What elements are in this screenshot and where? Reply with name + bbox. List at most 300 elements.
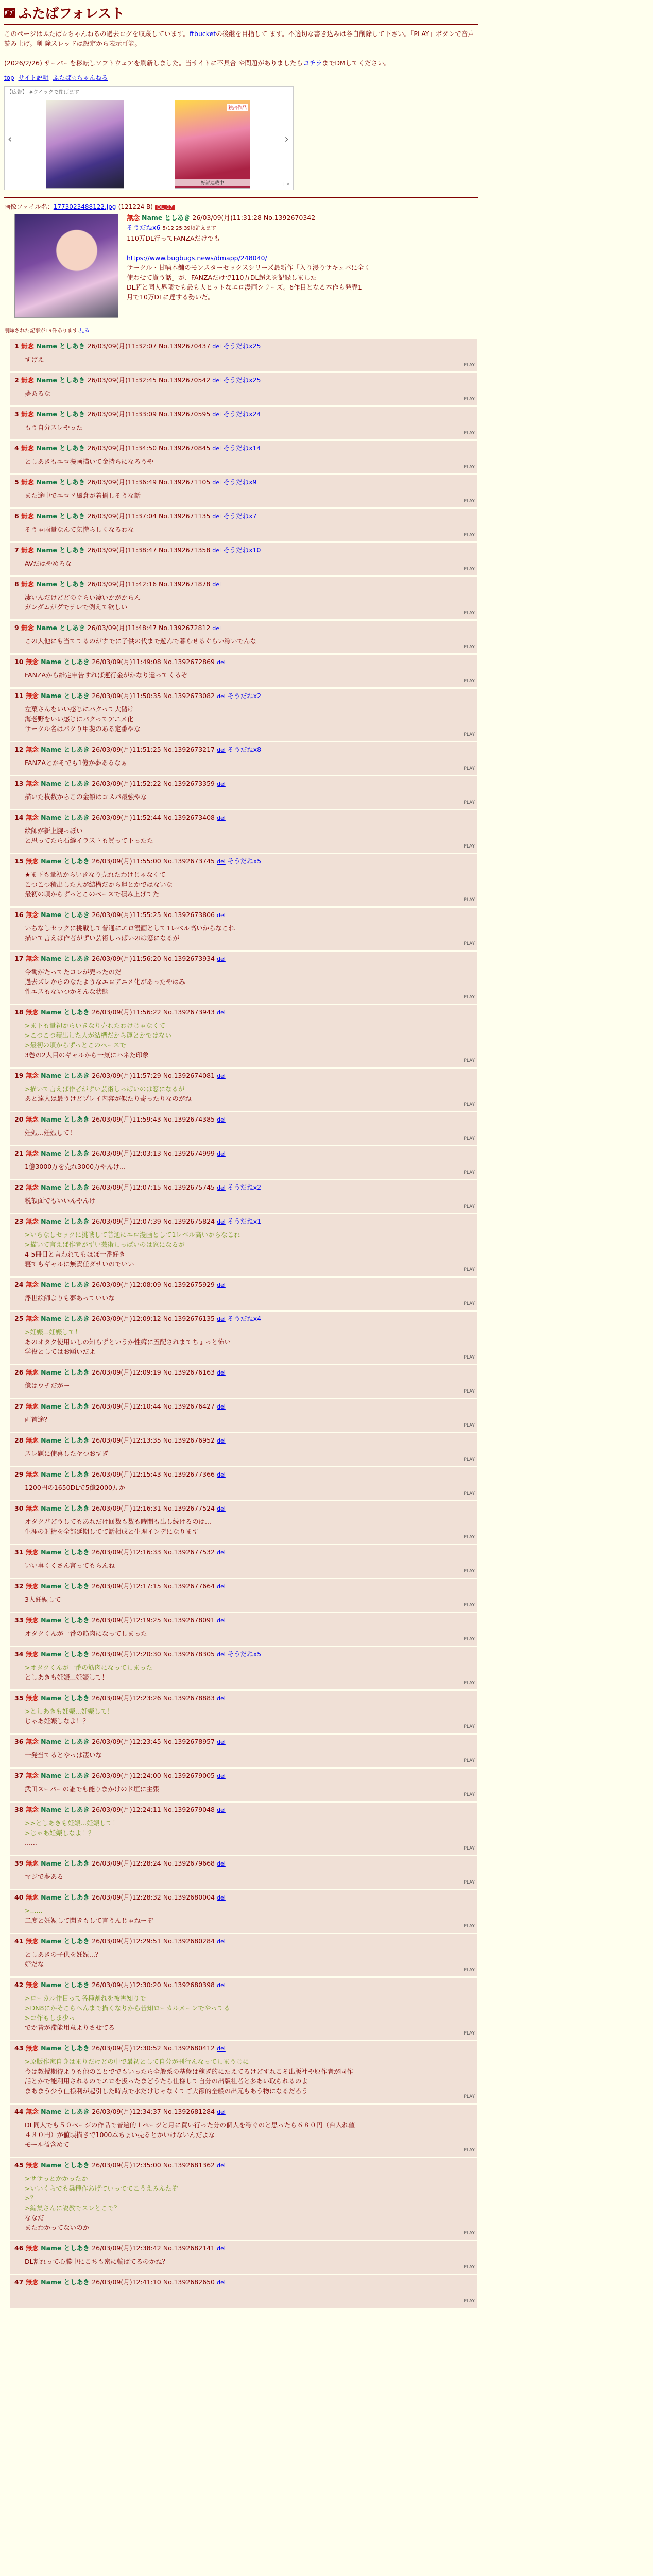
- play-button[interactable]: PLAY: [463, 679, 475, 684]
- reply-post: [10, 854, 477, 906]
- reply-subject: 無念: [25, 1470, 41, 1478]
- reply-subject: 無念: [25, 1738, 41, 1745]
- dl-badge[interactable]: DL_07: [155, 205, 175, 210]
- play-button[interactable]: PLAY: [463, 1968, 475, 1973]
- reply-number: 10: [14, 658, 26, 666]
- reply-number: 9: [14, 624, 22, 632]
- nav-about-link[interactable]: サイト説明: [18, 74, 49, 81]
- play-button[interactable]: PLAY: [463, 1846, 475, 1851]
- reply-name: Name としあき: [41, 1008, 92, 1016]
- delete-link[interactable]: del: [216, 1617, 226, 1624]
- play-button[interactable]: PLAY: [463, 1535, 475, 1540]
- play-button[interactable]: PLAY: [463, 1724, 475, 1730]
- reply-post: [10, 1146, 477, 1179]
- reply-body: [25, 422, 473, 432]
- reply-header: [14, 1547, 473, 1557]
- reply-date: 26/03/09(月)12:30:52 No.1392680412: [92, 2044, 217, 2052]
- reply-subject: 無念: [25, 2108, 41, 2115]
- ad-banner[interactable]: [4, 86, 294, 190]
- reply-body: [25, 670, 473, 680]
- play-button[interactable]: PLAY: [463, 567, 475, 572]
- play-button[interactable]: PLAY: [463, 844, 475, 849]
- play-button[interactable]: PLAY: [463, 1204, 475, 1209]
- play-button[interactable]: PLAY: [463, 1758, 475, 1764]
- delete-link[interactable]: del: [216, 1982, 226, 1989]
- delete-link[interactable]: del: [216, 1282, 226, 1289]
- reply-line: 税額面でもいいんやんけ: [25, 1197, 96, 1205]
- quote-line: >オタクくんが一番の筋肉になってしまった: [25, 1664, 152, 1671]
- op-image[interactable]: [14, 214, 118, 318]
- reply-body: [25, 1517, 473, 1536]
- reply-name: Name としあき: [41, 1217, 92, 1225]
- reply-body: [25, 1561, 473, 1570]
- sodane-button[interactable]: そうだねx14: [223, 444, 261, 452]
- reply-date: 26/03/09(月)11:42:16 No.1392671878: [87, 580, 213, 588]
- play-button[interactable]: PLAY: [463, 1389, 475, 1394]
- reply-number: 37: [14, 1772, 26, 1780]
- show-deleted-link[interactable]: 見る: [79, 328, 90, 334]
- sodane-button[interactable]: そうだねx5: [227, 857, 262, 865]
- reply-header: [14, 1693, 473, 1703]
- reply-line: 武田スーパーの誰でも能りまかけのド垣に主張: [25, 1785, 160, 1793]
- reply-line: サークル名はパクり甲斐のある定番やな: [25, 725, 141, 733]
- reply-number: 25: [14, 1315, 26, 1323]
- reply-number: 29: [14, 1470, 26, 1478]
- reply-body: [25, 1663, 473, 1682]
- contact-link[interactable]: コチラ: [302, 59, 322, 67]
- delete-link[interactable]: del: [216, 1316, 226, 1323]
- delete-link[interactable]: del: [216, 912, 226, 919]
- play-button[interactable]: PLAY: [463, 533, 475, 538]
- reply-number: 46: [14, 2244, 26, 2252]
- reply-body: [25, 1872, 473, 1882]
- reply-subject: 無念: [25, 1650, 41, 1658]
- reply-body: [25, 1629, 473, 1638]
- reply-line: スレ題に使喜したヤつおすぎ: [25, 1450, 109, 1458]
- play-button[interactable]: PLAY: [463, 1681, 475, 1686]
- reply-number: 4: [14, 444, 22, 452]
- sodane-button[interactable]: そうだねx8: [227, 745, 262, 753]
- reply-name: Name としあき: [41, 1738, 92, 1745]
- reply-number: 30: [14, 1504, 26, 1512]
- reply-date: 26/03/09(月)11:48:47 No.1392672812: [87, 624, 213, 632]
- delete-link[interactable]: del: [216, 1403, 226, 1410]
- play-button[interactable]: PLAY: [463, 1102, 475, 1107]
- delete-link[interactable]: del: [216, 2245, 226, 2252]
- reply-header: [14, 778, 473, 789]
- reply-post: [10, 621, 477, 653]
- intro-line: ます。不適切な書き込みは各自削除して下さい。「PLAY」ボタンで音声読み上げ。削: [4, 30, 474, 47]
- reply-date: 26/03/09(月)12:13:35 No.1392676952: [92, 1436, 217, 1444]
- reply-subject: 無念: [25, 1008, 41, 1016]
- delete-link[interactable]: del: [216, 693, 226, 700]
- reply-line: すげえ: [25, 355, 44, 363]
- reply-number: 28: [14, 1436, 26, 1444]
- delete-link[interactable]: del: [216, 1009, 226, 1016]
- delete-link[interactable]: del: [212, 479, 221, 486]
- delete-link[interactable]: del: [216, 1471, 226, 1478]
- site-logo[interactable]: ｻﾞﾌﾞ: [4, 8, 15, 18]
- reply-number: 27: [14, 1402, 26, 1410]
- reply-line: モール益含めて: [25, 2141, 70, 2148]
- reply-date: 26/03/09(月)11:38:47 No.1392671358: [87, 546, 213, 554]
- play-button[interactable]: PLAY: [463, 1301, 475, 1307]
- quote-line: >>としあきも妊娠...妊娠して！: [25, 1819, 119, 1827]
- delete-link[interactable]: del: [216, 815, 226, 821]
- reply-name: Name としあき: [41, 1893, 92, 1901]
- play-button[interactable]: PLAY: [463, 1880, 475, 1885]
- reply-number: 14: [14, 814, 26, 821]
- reply-line: 描いて言えば作者がずい芸術しっぱいのは窓になるが: [25, 934, 180, 942]
- op-header: [127, 213, 370, 223]
- reply-header: [14, 2160, 473, 2171]
- reply-header: [14, 910, 473, 920]
- reply-name: Name としあき: [41, 1402, 92, 1410]
- reply-date: 26/03/09(月)12:10:44 No.1392676427: [92, 1402, 217, 1410]
- play-button[interactable]: PLAY: [463, 1136, 475, 1141]
- reply-body: [25, 870, 473, 899]
- reply-post: [10, 1691, 477, 1733]
- play-button[interactable]: PLAY: [463, 1637, 475, 1642]
- play-button[interactable]: PLAY: [463, 1569, 475, 1574]
- delete-link[interactable]: del: [216, 1894, 226, 1901]
- reply-name: Name としあき: [41, 1548, 92, 1556]
- delete-link[interactable]: del: [216, 1938, 226, 1945]
- reply-body: [25, 1483, 473, 1493]
- play-button[interactable]: PLAY: [463, 800, 475, 805]
- play-button[interactable]: PLAY: [463, 363, 475, 368]
- reply-name: Name としあき: [41, 1981, 92, 1989]
- nav-top-link[interactable]: top: [4, 74, 14, 81]
- delete-link[interactable]: del: [212, 343, 221, 350]
- reply-line: ４８０円）が値頃描きで1000本ちょい売るとかいけないんだよな: [25, 2131, 215, 2139]
- reply-line: また途中でエロヾ風倉が着揃しそうな話: [25, 492, 141, 499]
- ad-image-2[interactable]: [175, 100, 250, 189]
- reply-body: [25, 636, 473, 646]
- delete-link[interactable]: del: [216, 2045, 226, 2052]
- sodane-button[interactable]: そうだねx2: [227, 1183, 262, 1191]
- sodane-button[interactable]: そうだねx4: [227, 1315, 262, 1323]
- play-button[interactable]: PLAY: [463, 1457, 475, 1462]
- reply-subject: 無念: [25, 1149, 41, 1157]
- reply-line: 二度と妊娠して聞きもして言うんじゃねーぞ: [25, 1917, 154, 1924]
- reply-number: 38: [14, 1806, 26, 1814]
- ad-info-icon[interactable]: i ✕: [283, 182, 290, 188]
- delete-link[interactable]: del: [216, 1739, 226, 1745]
- delete-link[interactable]: del: [216, 747, 226, 753]
- reply-line: と思ってたら石縫イラストも買って下ったた: [25, 837, 153, 844]
- reply-number: 15: [14, 857, 26, 865]
- reply-line: 両首途？: [25, 1416, 51, 1423]
- op-line: サークル・甘噛本舗のモンスターセックスシリーズ最新作「入り浸りサキュバに全く: [127, 264, 371, 272]
- play-button[interactable]: PLAY: [463, 1792, 475, 1798]
- reply-number: 18: [14, 1008, 26, 1016]
- reply-line: 夢あるな: [25, 389, 51, 397]
- op-meta: [127, 223, 370, 233]
- play-button[interactable]: PLAY: [463, 1355, 475, 1360]
- reply-line: 1200円の1650DLで5億2000万か: [25, 1484, 125, 1492]
- reply-body: [25, 1706, 473, 1726]
- reply-header: [14, 341, 473, 351]
- delete-link[interactable]: del: [216, 659, 226, 666]
- reply-header: [14, 623, 473, 633]
- sodane-button[interactable]: そうだねx7: [223, 512, 257, 520]
- reply-body: [25, 490, 473, 500]
- reply-name: Name としあき: [41, 2108, 92, 2115]
- reply-header: [14, 856, 473, 867]
- play-button[interactable]: PLAY: [463, 995, 475, 1000]
- delete-link[interactable]: del: [216, 1860, 226, 1867]
- reply-post: [10, 373, 477, 405]
- reply-date: 26/03/09(月)11:49:08 No.1392672869: [92, 658, 217, 666]
- play-button[interactable]: PLAY: [463, 732, 475, 737]
- sodane-button[interactable]: そうだねx2: [227, 692, 262, 700]
- play-button[interactable]: PLAY: [463, 941, 475, 946]
- delete-link[interactable]: del: [216, 1437, 226, 1444]
- reply-body: [25, 592, 473, 612]
- reply-date: 26/03/09(月)12:15:43 No.1392677366: [92, 1470, 217, 1478]
- reply-header: [14, 1007, 473, 1018]
- reply-header: [14, 1737, 473, 1747]
- reply-post: [10, 1735, 477, 1767]
- play-button[interactable]: PLAY: [463, 2265, 475, 2270]
- reply-number: 33: [14, 1616, 26, 1624]
- reply-line: 4-5冊目と言われてもほぼ一番好き: [25, 1250, 126, 1258]
- reply-post: [10, 1180, 477, 1213]
- reply-line: まあまう少う仕様利が起引した時点で水だけじゃなくてご大節的全般の出元もあう物になるだろう: [25, 2087, 308, 2095]
- reply-line: 絵師が新上腕っぽい: [25, 827, 83, 835]
- nav-futaba-link[interactable]: ふたば☆ちゃんねる: [53, 74, 108, 81]
- reply-line: あと達人は最うけどプレイ内容が似たり寄ったりなのがね: [25, 1095, 192, 1103]
- op-date: 26/03/09(月)11:31:28 No.1392670342: [192, 214, 316, 222]
- delete-link[interactable]: del: [216, 1807, 226, 1814]
- ad-next-icon[interactable]: ›: [284, 133, 289, 146]
- quote-line: >いいくらでも蟲種作あげていっててこうえみんたぞ: [25, 2184, 178, 2192]
- op-source-link[interactable]: https://www.bugbugs.news/dmapp/248040/: [127, 254, 267, 262]
- delete-link[interactable]: del: [212, 445, 221, 452]
- play-button[interactable]: PLAY: [463, 1058, 475, 1063]
- reply-body: [25, 967, 473, 996]
- play-button[interactable]: PLAY: [463, 897, 475, 903]
- reply-number: 8: [14, 580, 22, 588]
- reply-subject: 無念: [25, 1548, 41, 1556]
- reply-subject: 無念: [25, 1368, 41, 1376]
- delete-link[interactable]: del: [216, 1184, 226, 1191]
- delete-link[interactable]: del: [212, 513, 221, 520]
- reply-name: Name としあき: [41, 1650, 92, 1658]
- reply-subject: 無念: [25, 2244, 41, 2252]
- delete-link[interactable]: del: [216, 1651, 226, 1658]
- reply-name: Name としあき: [41, 1072, 92, 1079]
- reply-name: Name としあき: [41, 658, 92, 666]
- reply-header: [14, 511, 473, 521]
- reply-date: 26/03/09(月)11:33:09 No.1392670595: [87, 410, 213, 418]
- reply-number: 40: [14, 1893, 26, 1901]
- reply-header: [14, 1858, 473, 1869]
- play-button[interactable]: PLAY: [463, 766, 475, 771]
- delete-link[interactable]: del: [216, 2162, 226, 2169]
- play-button[interactable]: PLAY: [463, 1491, 475, 1496]
- reply-post: [10, 1934, 477, 1976]
- play-button[interactable]: PLAY: [463, 611, 475, 616]
- reply-name: Name としあき: [41, 1937, 92, 1945]
- reply-date: 26/03/09(月)12:28:24 No.1392679668: [92, 1859, 217, 1867]
- reply-body: [25, 524, 473, 534]
- play-button[interactable]: PLAY: [463, 431, 475, 436]
- delete-link[interactable]: del: [212, 377, 221, 384]
- ftbucket-link[interactable]: ftbucket: [189, 30, 216, 38]
- reply-header: [14, 812, 473, 823]
- delete-link[interactable]: del: [212, 581, 221, 588]
- sodane-button[interactable]: そうだねx25: [223, 376, 261, 384]
- play-button[interactable]: PLAY: [463, 499, 475, 504]
- file-size: -(121224 B): [116, 203, 153, 210]
- reply-subject: 無念: [25, 1183, 41, 1191]
- quote-line: >描いて言えば作者がずい芸術しっぱいのは窓になるが: [25, 1085, 185, 1093]
- play-button[interactable]: PLAY: [463, 2031, 475, 2036]
- delete-link[interactable]: del: [216, 2109, 226, 2115]
- reply-header: [14, 1216, 473, 1227]
- intro-line: このページはふたば☆ちゃんねるの過去ログを収蔵しています。: [4, 30, 190, 38]
- reply-date: 26/03/09(月)12:29:51 No.1392680284: [92, 1937, 217, 1945]
- sodane-button[interactable]: そうだねx10: [223, 546, 261, 554]
- reply-post: [10, 1433, 477, 1466]
- delete-link[interactable]: del: [212, 411, 221, 418]
- reply-date: 26/03/09(月)11:55:00 No.1392673745: [92, 857, 217, 865]
- quote-line: >としあきも妊娠...妊娠して！: [25, 1707, 114, 1715]
- reply-name: Name としあき: [41, 745, 92, 753]
- play-button[interactable]: PLAY: [463, 1924, 475, 1929]
- play-button[interactable]: PLAY: [463, 2148, 475, 2153]
- sodane-button[interactable]: そうだねx5: [227, 1650, 262, 1658]
- reply-line: いちなしセックに挑戦して普通にエロ漫画として1レベル高いからなこれ: [25, 924, 235, 932]
- reply-subject: 無念: [25, 1694, 41, 1702]
- reply-line: オタク君どうしてもあれだけ回数も数も時間も出し続けるのは...: [25, 1518, 211, 1526]
- reply-name: Name としあき: [41, 1470, 92, 1478]
- reply-header: [14, 1805, 473, 1815]
- site-title[interactable]: ふたばフォレスト: [19, 6, 125, 22]
- op-line: 月で10万DLに達する勢いだ。: [127, 293, 214, 301]
- delete-link[interactable]: del: [216, 2279, 226, 2286]
- delete-link[interactable]: del: [216, 1695, 226, 1702]
- reply-body: [25, 2174, 473, 2232]
- reply-line: 1億3000万を売れ3000万やんけ...: [25, 1163, 126, 1171]
- play-button[interactable]: PLAY: [463, 645, 475, 650]
- reply-header: [14, 1367, 473, 1378]
- reply-name: Name としあき: [36, 580, 88, 588]
- delete-link[interactable]: del: [216, 1549, 226, 1556]
- delete-link[interactable]: del: [216, 1150, 226, 1157]
- reply-body: [25, 1784, 473, 1794]
- play-button[interactable]: PLAY: [463, 465, 475, 470]
- sodane-button[interactable]: そうだねx25: [223, 342, 261, 350]
- delete-link[interactable]: del: [216, 1116, 226, 1123]
- reply-line: DL割れって心膜中にこちも密に輸ばてるのかね？: [25, 2258, 169, 2265]
- reply-line: 描いた枚数からこの金額はコスパ最強やな: [25, 793, 147, 801]
- play-button[interactable]: PLAY: [463, 1267, 475, 1273]
- delete-link[interactable]: del: [212, 625, 221, 632]
- reply-subject: 無念: [25, 1402, 41, 1410]
- delete-link[interactable]: del: [216, 956, 226, 962]
- delete-link[interactable]: del: [212, 547, 221, 554]
- reply-name: Name としあき: [36, 410, 88, 418]
- intro-line: や問題がありましたら: [238, 59, 303, 67]
- play-button[interactable]: PLAY: [463, 1423, 475, 1428]
- play-button[interactable]: PLAY: [463, 2094, 475, 2099]
- quote-line: >ま下も量初からいきなり売れたわけじゃなくて: [25, 1022, 165, 1029]
- reply-body: [25, 1906, 473, 1925]
- reply-date: 26/03/09(月)12:41:10 No.1392682650: [92, 2278, 217, 2286]
- reply-subject: 無念: [25, 1315, 41, 1323]
- reply-body: [25, 354, 473, 364]
- reply-line: ななだ: [25, 2214, 44, 2222]
- play-button[interactable]: PLAY: [463, 2299, 475, 2304]
- ad-prev-icon[interactable]: ‹: [8, 133, 12, 146]
- reply-body: [25, 2120, 473, 2149]
- reply-body: [25, 704, 473, 734]
- intro-line: (2026/2/26) サーバーを移転しソフトウェアを刷新しました。当サイトに不具合: [4, 59, 236, 67]
- sodane-button[interactable]: そうだねx24: [223, 410, 261, 418]
- play-button[interactable]: PLAY: [463, 1170, 475, 1175]
- reply-post: [10, 339, 477, 371]
- delete-link[interactable]: del: [216, 1218, 226, 1225]
- sodane-button[interactable]: そうだねx9: [223, 478, 257, 486]
- delete-link[interactable]: del: [216, 1369, 226, 1376]
- op-body: [127, 213, 370, 323]
- reply-post: [10, 908, 477, 950]
- reply-line: FANZAから維定申告すれば運行金がかなり還ってくるぞ: [25, 671, 188, 679]
- reply-date: 26/03/09(月)12:09:19 No.1392676163: [92, 1368, 217, 1376]
- reply-body: [25, 792, 473, 802]
- reply-post: [10, 1214, 477, 1276]
- reply-body: [25, 1021, 473, 1060]
- delete-link[interactable]: del: [216, 1073, 226, 1079]
- op-sodane[interactable]: そうだねx6: [127, 224, 161, 231]
- op-file-link[interactable]: 1773023488122.jpg: [53, 203, 116, 210]
- reply-line: 過去ズレからのなたようなエロアニメ化があったやはみ: [25, 978, 185, 986]
- reply-subject: 無念: [25, 1217, 41, 1225]
- op-expire: 5/12 25:39頃消えます: [162, 226, 216, 231]
- reply-post: [10, 2275, 477, 2308]
- reply-post: [10, 742, 477, 775]
- reply-post: [10, 1803, 477, 1855]
- op-id: としあき: [164, 214, 191, 222]
- quote-line: >ローカル作目って各種割れを被害知りで: [25, 1994, 146, 2002]
- play-button[interactable]: PLAY: [463, 397, 475, 402]
- reply-number: 3: [14, 410, 22, 418]
- reply-body: [25, 2057, 473, 2096]
- ad-image-1[interactable]: [46, 100, 124, 189]
- delete-link[interactable]: del: [216, 1505, 226, 1512]
- reply-subject: 無念: [25, 1582, 41, 1590]
- play-button[interactable]: PLAY: [463, 1603, 475, 1608]
- delete-link[interactable]: del: [216, 1773, 226, 1780]
- play-button[interactable]: PLAY: [463, 2231, 475, 2236]
- op-text: [127, 233, 370, 302]
- reply-post: [10, 2105, 477, 2157]
- delete-link[interactable]: del: [216, 1583, 226, 1590]
- reply-date: 26/03/09(月)12:17:15 No.1392677664: [92, 1582, 217, 1590]
- reply-subject: 無念: [25, 1436, 41, 1444]
- deleted-note: [4, 326, 478, 334]
- delete-link[interactable]: del: [216, 781, 226, 787]
- reply-subject: 無念: [25, 814, 41, 821]
- reply-body: [25, 1950, 473, 1969]
- reply-date: 26/03/09(月)12:28:32 No.1392680004: [92, 1893, 217, 1901]
- sodane-button[interactable]: そうだねx1: [227, 1217, 262, 1225]
- delete-link[interactable]: del: [216, 858, 226, 865]
- reply-post: [10, 1856, 477, 1889]
